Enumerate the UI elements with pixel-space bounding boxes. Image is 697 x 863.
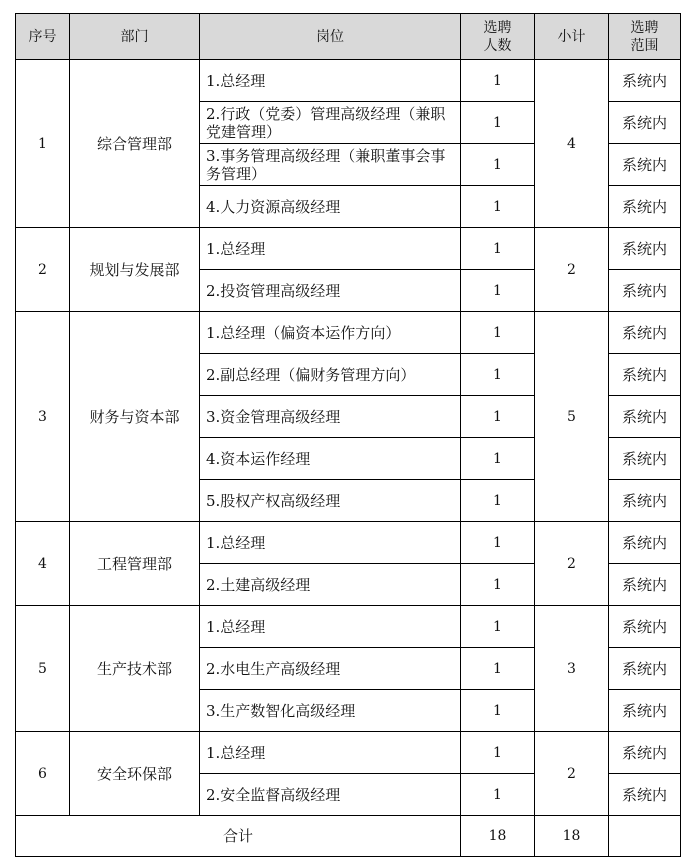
position-scope: 系统内 xyxy=(609,522,681,564)
dept-name: 综合管理部 xyxy=(70,60,200,228)
position-count: 1 xyxy=(461,228,535,270)
position-title: 2.安全监督高级经理 xyxy=(200,774,461,816)
total-subtotal: 18 xyxy=(535,816,609,857)
position-count: 1 xyxy=(461,144,535,186)
dept-seq: 5 xyxy=(16,606,70,732)
position-count: 1 xyxy=(461,690,535,732)
table-row xyxy=(16,606,681,648)
position-scope: 系统内 xyxy=(609,732,681,774)
dept-subtotal: 5 xyxy=(535,312,609,522)
header-dept: 部门 xyxy=(70,14,200,60)
position-count: 1 xyxy=(461,732,535,774)
position-title: 1.总经理 xyxy=(200,228,461,270)
position-title: 3.生产数智化高级经理 xyxy=(200,690,461,732)
position-title: 1.总经理（偏资本运作方向） xyxy=(200,312,461,354)
header-count xyxy=(461,14,535,60)
dept-name: 财务与资本部 xyxy=(70,312,200,522)
position-scope: 系统内 xyxy=(609,312,681,354)
position-count: 1 xyxy=(461,396,535,438)
header-seq: 序号 xyxy=(16,14,70,60)
position-title: 2.土建高级经理 xyxy=(200,564,461,606)
position-title: 4.资本运作经理 xyxy=(200,438,461,480)
position-count: 1 xyxy=(461,438,535,480)
position-scope: 系统内 xyxy=(609,60,681,102)
position-scope: 系统内 xyxy=(609,396,681,438)
dept-name: 工程管理部 xyxy=(70,522,200,606)
table-row xyxy=(16,732,681,774)
position-title: 3.事务管理高级经理（兼职董事会事务管理） xyxy=(200,144,461,186)
dept-subtotal: 2 xyxy=(535,732,609,816)
position-count: 1 xyxy=(461,354,535,396)
header-count-line2: 人数 xyxy=(483,37,512,54)
table-row xyxy=(16,522,681,564)
dept-seq: 1 xyxy=(16,60,70,228)
position-title: 2.投资管理高级经理 xyxy=(200,270,461,312)
position-count: 1 xyxy=(461,564,535,606)
position-scope: 系统内 xyxy=(609,270,681,312)
position-title: 2.副总经理（偏财务管理方向） xyxy=(200,354,461,396)
position-title: 1.总经理 xyxy=(200,606,461,648)
position-scope: 系统内 xyxy=(609,354,681,396)
dept-subtotal: 2 xyxy=(535,228,609,312)
header-scope xyxy=(609,14,681,60)
position-count: 1 xyxy=(461,522,535,564)
position-title: 2.行政（党委）管理高级经理（兼职党建管理） xyxy=(200,102,461,144)
header-position: 岗位 xyxy=(200,14,461,60)
dept-name: 规划与发展部 xyxy=(70,228,200,312)
position-count: 1 xyxy=(461,102,535,144)
header-count-line1: 选聘 xyxy=(483,19,512,36)
table-row xyxy=(16,312,681,354)
position-count: 1 xyxy=(461,480,535,522)
position-count: 1 xyxy=(461,606,535,648)
position-count: 1 xyxy=(461,312,535,354)
dept-seq: 6 xyxy=(16,732,70,816)
position-count: 1 xyxy=(461,270,535,312)
position-title: 3.资金管理高级经理 xyxy=(200,396,461,438)
header-subtotal: 小计 xyxy=(535,14,609,60)
dept-subtotal: 4 xyxy=(535,60,609,228)
position-scope: 系统内 xyxy=(609,480,681,522)
dept-subtotal: 2 xyxy=(535,522,609,606)
position-title: 2.水电生产高级经理 xyxy=(200,648,461,690)
dept-name: 安全环保部 xyxy=(70,732,200,816)
total-row xyxy=(16,816,681,857)
position-scope: 系统内 xyxy=(609,774,681,816)
position-scope: 系统内 xyxy=(609,438,681,480)
position-scope: 系统内 xyxy=(609,564,681,606)
position-title: 1.总经理 xyxy=(200,522,461,564)
header-scope-line1: 选聘 xyxy=(630,19,659,36)
position-title: 4.人力资源高级经理 xyxy=(200,186,461,228)
position-scope: 系统内 xyxy=(609,102,681,144)
recruitment-table xyxy=(15,13,681,857)
total-scope-empty xyxy=(609,816,681,857)
position-title: 1.总经理 xyxy=(200,60,461,102)
position-scope: 系统内 xyxy=(609,144,681,186)
table-row xyxy=(16,228,681,270)
header-row xyxy=(16,14,681,60)
position-count: 1 xyxy=(461,60,535,102)
dept-name: 生产技术部 xyxy=(70,606,200,732)
position-scope: 系统内 xyxy=(609,648,681,690)
dept-subtotal: 3 xyxy=(535,606,609,732)
position-title: 1.总经理 xyxy=(200,732,461,774)
position-scope: 系统内 xyxy=(609,606,681,648)
position-scope: 系统内 xyxy=(609,228,681,270)
dept-seq: 2 xyxy=(16,228,70,312)
position-count: 1 xyxy=(461,648,535,690)
table-body xyxy=(16,60,681,857)
dept-seq: 3 xyxy=(16,312,70,522)
position-count: 1 xyxy=(461,186,535,228)
position-title: 5.股权产权高级经理 xyxy=(200,480,461,522)
position-scope: 系统内 xyxy=(609,690,681,732)
header-scope-line2: 范围 xyxy=(630,37,659,54)
position-scope: 系统内 xyxy=(609,186,681,228)
total-count: 18 xyxy=(461,816,535,857)
table-row xyxy=(16,60,681,102)
total-label: 合计 xyxy=(16,816,461,857)
dept-seq: 4 xyxy=(16,522,70,606)
position-count: 1 xyxy=(461,774,535,816)
